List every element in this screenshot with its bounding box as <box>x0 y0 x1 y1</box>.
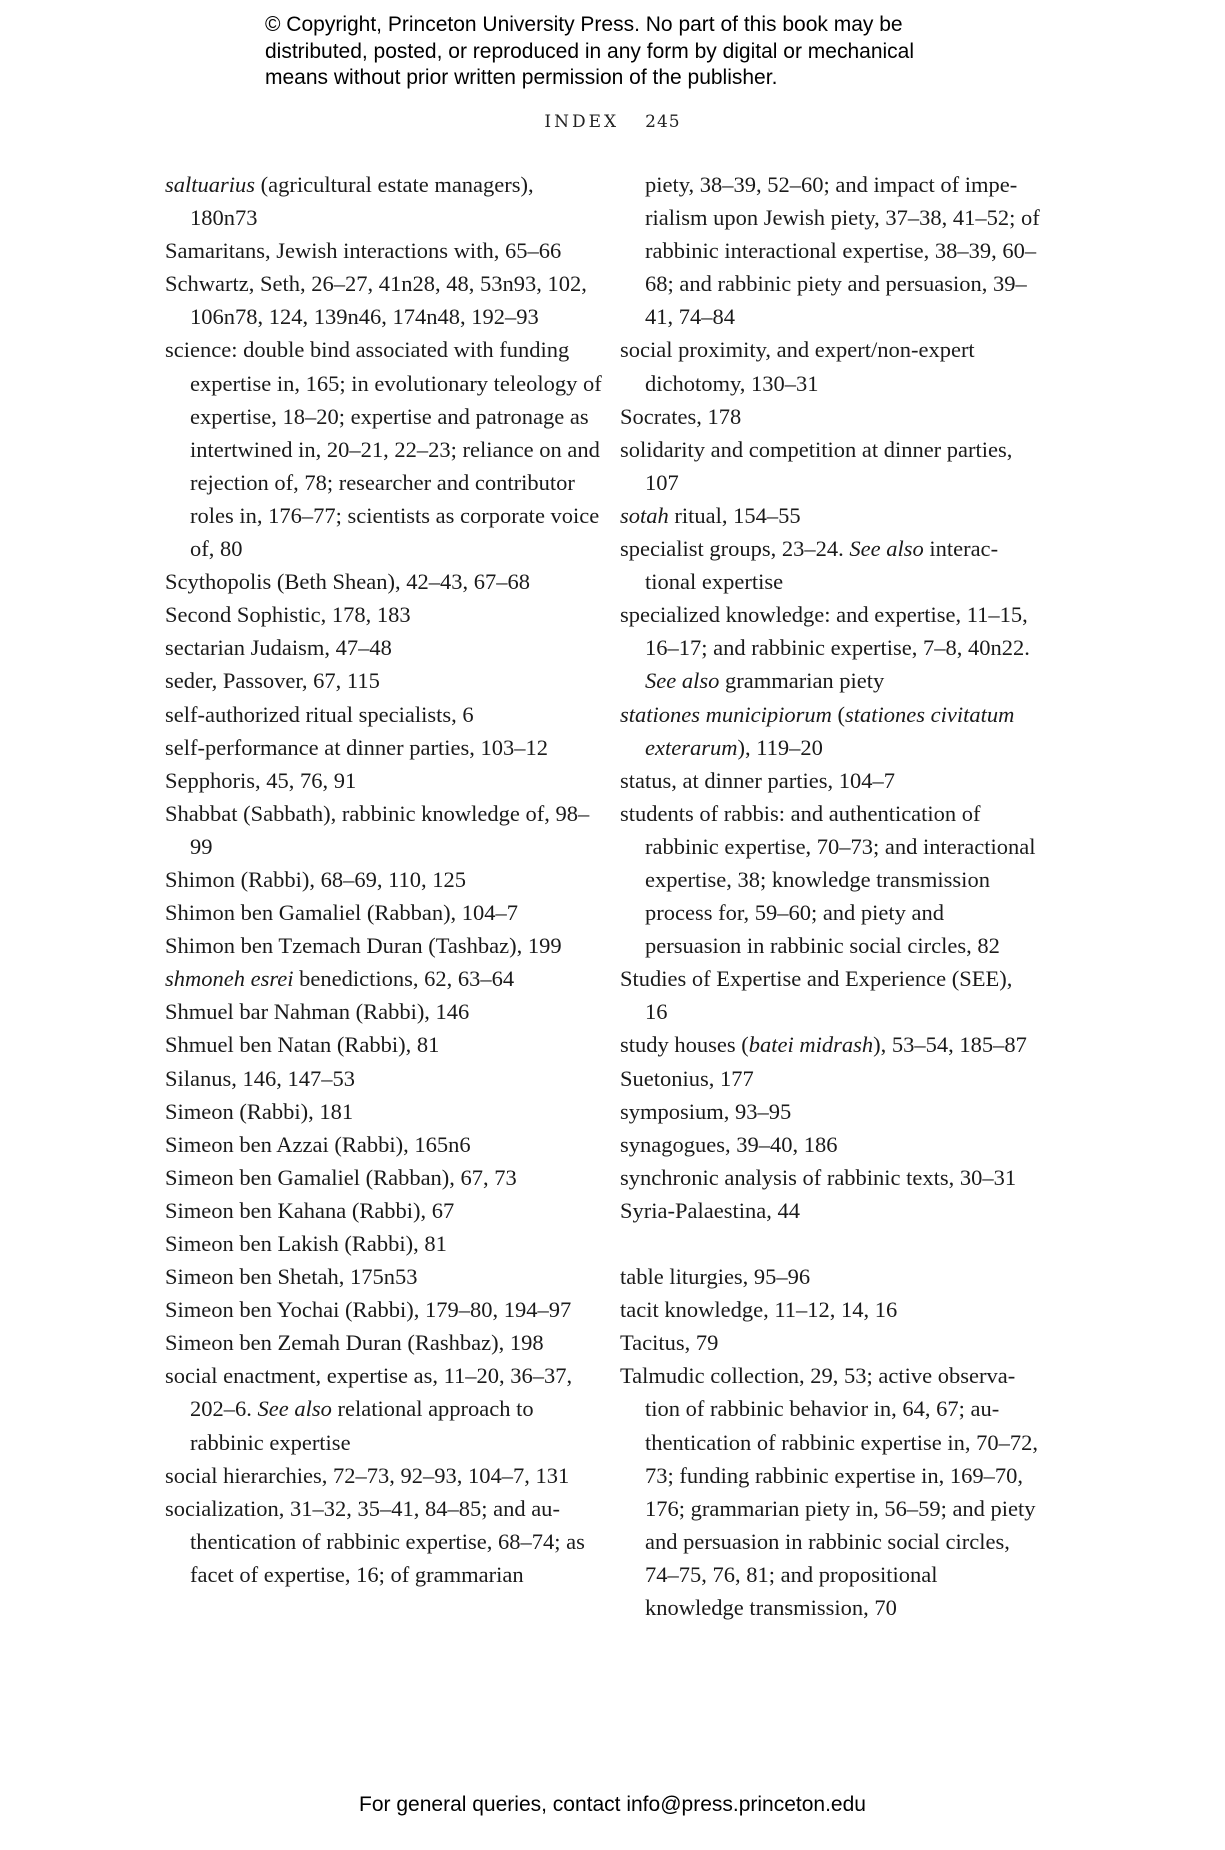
index-entry: Simeon ben Gamaliel (Rabban), 67, 73 <box>165 1164 517 1190</box>
index-entry: stationes municipiorum (stationes civitatum exterarum), 119–20 <box>620 701 1015 760</box>
index-entry: Simeon ben Yochai (Rabbi), 179–80, 194–97 <box>165 1297 572 1323</box>
index-entry: Shmuel bar Nahman (Rabbi), 146 <box>165 999 470 1025</box>
footer-contact: For general queries, contact info@press.princeton.edu <box>359 1793 866 1816</box>
index-entry: Simeon ben Lakish (Rabbi), 81 <box>165 1231 447 1256</box>
index-entry: Shabbat (Sabbath), rabbinic knowledge of, 98–99 <box>165 800 590 859</box>
index-entry: Second Sophistic, 178, 183 <box>165 602 411 628</box>
index-entry: tacit knowledge, 11–12, 14, 16 <box>620 1297 898 1323</box>
index-entry: synagogues, 39–40, 186 <box>620 1131 838 1157</box>
index-entry: Scythopolis (Beth Shean), 42–43, 67–68 <box>165 569 530 595</box>
italic-term: See also <box>849 536 924 562</box>
index-entry: table liturgies, 95–96 <box>620 1264 811 1290</box>
index-entry: Samaritans, Jewish interactions with, 65–66 <box>165 238 562 264</box>
index-column-right <box>620 168 1040 1624</box>
index-entry: Schwartz, Seth, 26–27, 41n28, 48, 53n93, 102, 106n78, 124, 139n46, 174n48, 192–93 <box>165 271 587 330</box>
page-number: 245 <box>645 112 681 132</box>
copyright-line: © Copyright, Princeton University Press. No part of this book may be <box>265 13 903 36</box>
index-entry: saltuarius (agricultural estate managers), 180n73 <box>165 172 534 231</box>
index-entry: shmoneh esrei benedictions, 62, 63–64 <box>165 966 515 992</box>
index-entry: Shimon ben Tzemach Duran (Tashbaz), 199 <box>165 933 562 959</box>
copyright-line: distributed, posted, or reproduced in any form by digital or mechanical <box>265 39 915 63</box>
index-entry: self-performance at dinner parties, 103–12 <box>165 734 548 760</box>
italic-term: See also <box>645 668 720 694</box>
index-entry: science: double bind associated with funding expertise in, 165; in evolutionary teleology of expertise, 18–20; expertise and patronage as intertwined in, 20–21, 22–23; reliance on and rejection of, 78; researcher and contributor roles in, 176–77; scientists as corporate voice of, 80 <box>165 337 602 562</box>
italic-term: sotah <box>620 502 669 528</box>
italic-term: See also <box>257 1396 332 1422</box>
italic-term: saltuarius <box>165 172 256 197</box>
index-entry: Talmudic collection, 29, 53; active observation of rabbinic behavior in, 64, 67; authentication of rabbinic expertise in, 70–72, 73; funding rabbinic expertise in, 169–70, 176; grammarian piety in, 56–59; and piety and persuasion in rabbinic social circles, 74–75, 76, 81; and propositional knowledge transmission, 70 <box>620 1363 1039 1621</box>
section-title: INDEX <box>544 112 620 132</box>
index-entry: seder, Passover, 67, 115 <box>165 668 380 694</box>
index-entry: Shimon (Rabbi), 68–69, 110, 125 <box>165 866 467 892</box>
index-entry: specialized knowledge: and expertise, 11–15, 16–17; and rabbinic expertise, 7–8, 40n22. See also grammarian piety <box>620 602 1030 694</box>
index-entry: Shimon ben Gamaliel (Rabban), 104–7 <box>165 900 519 926</box>
index-entry: Simeon ben Shetah, 175n53 <box>165 1264 418 1290</box>
index-entry: sotah ritual, 154–55 <box>620 502 801 528</box>
italic-term: stationes civitatum exterarum <box>645 701 1015 760</box>
index-entry: Simeon ben Azzai (Rabbi), 165n6 <box>165 1131 471 1157</box>
index-entry: study houses (batei midrash), 53–54, 185–87 <box>620 1032 1027 1058</box>
index-entry: synchronic analysis of rabbinic texts, 30–31 <box>620 1164 1017 1190</box>
index-entry: students of rabbis: and authentication of rabbinic expertise, 70–73; and interactional expertise, 38; knowledge transmission process for, 59–60; and piety and persuasion in rabbinic social circles, 82 <box>620 800 1036 959</box>
index-entry: Tacitus, 79 <box>620 1330 719 1356</box>
index-entry: Studies of Expertise and Experience (SEE), 16 <box>620 966 1013 1025</box>
index-entry: piety, 38–39, 52–60; and impact of imperialism upon Jewish piety, 37–38, 41–52; of rabbinic interactional expertise, 38–39, 60–68; and rabbinic piety and persuasion, 39–41, 74–84 <box>645 172 1040 330</box>
index-entry: specialist groups, 23–24. See also interactional expertise <box>620 536 999 595</box>
index-entry: status, at dinner parties, 104–7 <box>620 767 895 793</box>
index-entry: Simeon ben Kahana (Rabbi), 67 <box>165 1197 455 1223</box>
index-entry: social proximity, and expert/non-expert dichotomy, 130–31 <box>620 337 975 396</box>
index-column-left <box>165 168 605 1591</box>
index-entry: Socrates, 178 <box>620 403 742 429</box>
index-entry: social enactment, expertise as, 11–20, 36–37, 202–6. See also relational approach to rabbinic expertise <box>165 1363 573 1455</box>
index-entry: Simeon (Rabbi), 181 <box>165 1098 354 1124</box>
index-entry: Suetonius, 177 <box>620 1065 754 1091</box>
index-entry: socialization, 31–32, 35–41, 84–85; and authentication of rabbinic expertise, 68–74; as facet of expertise, 16; of grammarian <box>165 1495 585 1587</box>
index-entry: social hierarchies, 72–73, 92–93, 104–7, 131 <box>165 1462 570 1488</box>
index-entry: Shmuel ben Natan (Rabbi), 81 <box>165 1032 440 1058</box>
index-entry: solidarity and competition at dinner parties, 107 <box>620 436 1013 495</box>
index-entry: symposium, 93–95 <box>620 1098 792 1124</box>
index-entry: Sepphoris, 45, 76, 91 <box>165 767 357 793</box>
index-entry: sectarian Judaism, 47–48 <box>165 635 392 661</box>
index-entry: self-authorized ritual specialists, 6 <box>165 701 474 727</box>
index-entry: Syria-Palaestina, 44 <box>620 1197 800 1223</box>
italic-term: shmoneh esrei <box>165 966 294 992</box>
italic-term: batei midrash <box>748 1032 874 1058</box>
copyright-notice <box>265 12 1025 92</box>
running-head <box>0 112 1225 132</box>
copyright-line: means without prior written permission of the publisher. <box>265 66 778 89</box>
index-entry: Simeon ben Zemah Duran (Rashbaz), 198 <box>165 1330 544 1356</box>
index-entry: Silanus, 146, 147–53 <box>165 1065 356 1091</box>
italic-term: stationes municipiorum <box>620 701 832 727</box>
